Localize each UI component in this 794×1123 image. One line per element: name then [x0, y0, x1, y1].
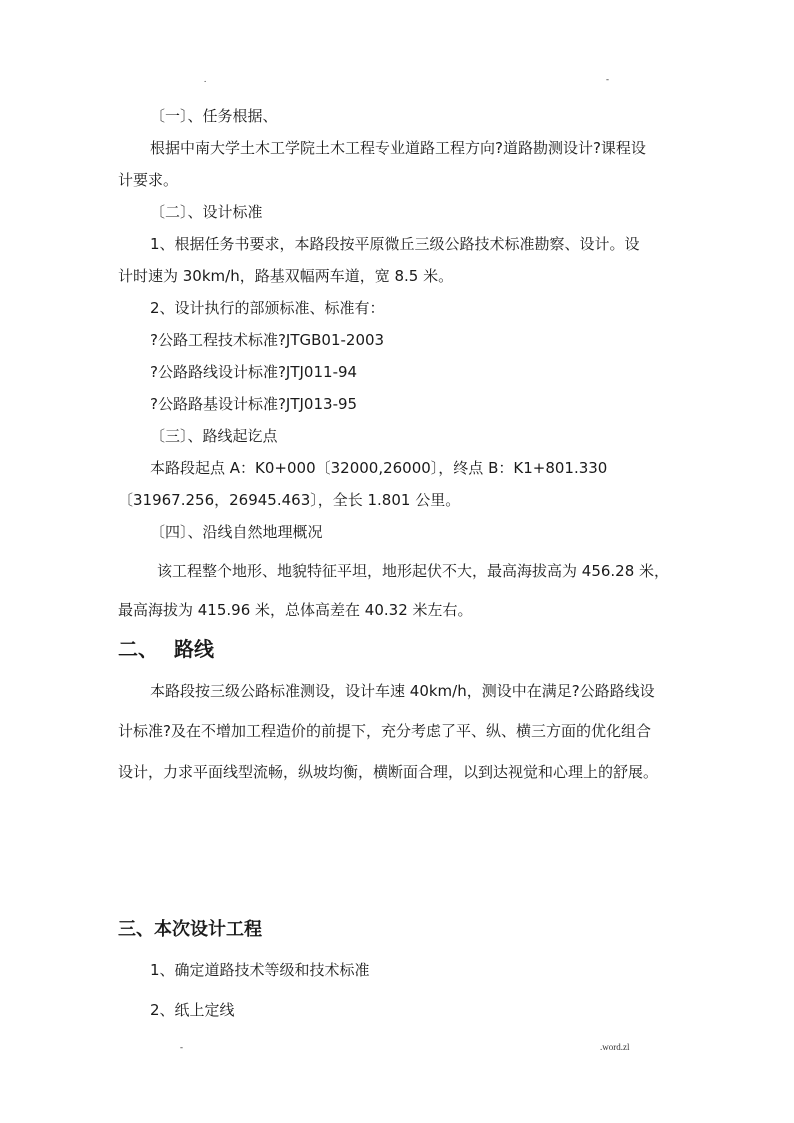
chapter-3-item-1: 1、确定道路技术等级和技术标准 — [150, 961, 370, 979]
footer-right-text: .word.zl — [600, 1042, 630, 1052]
standard-item-1: ?公路工程技术标准?JTGB01-2003 — [150, 331, 385, 349]
section-4-line-1: 该工程整个地形、地貌特征平坦，地形起伏不大，最高海拔高为 456.28 米， — [157, 562, 670, 580]
section-3-line-2: 〔31967.256，26945.463〕，全长 1.801 公里。 — [118, 491, 461, 509]
chapter-2-number: 二、 — [118, 637, 158, 661]
chapter-2-title: 路线 — [174, 637, 214, 661]
chapter-2-line-1: 本路段按三级公路标准测设，设计车速 40km/h，测设中在满足?公路路线设 — [150, 682, 655, 700]
section-1-paragraph-line-2: 计要求。 — [118, 171, 179, 189]
section-2-standards-intro: 2、设计执行的部颁标准、标准有： — [150, 299, 385, 317]
section-3-title: 〔三〕、路线起讫点 — [150, 427, 278, 445]
chapter-2-line-2: 计标准?及在不增加工程造价的前提下，充分考虑了平、纵、横三方面的优化组合 — [118, 722, 651, 740]
section-1-paragraph-line-1: 根据中南大学土木工学院土木工程专业道路工程方向?道路勘测设计?课程设 — [150, 139, 646, 157]
chapter-2-heading — [118, 637, 214, 661]
section-2-paragraph-line-1: 1、根据任务书要求，本路段按平原微丘三级公路技术标准勘察、设计。设 — [150, 235, 640, 253]
chapter-3-item-2: 2、纸上定线 — [150, 1001, 235, 1019]
section-3-line-1: 本路段起点 A：K0+000〔32000,26000〕，终点 B：K1+801.330 — [150, 459, 608, 477]
section-4-line-2: 最高海拔为 415.96 米，总体高差在 40.32 米左右。 — [118, 601, 473, 619]
chapter-3-heading: 三、本次设计工程 — [118, 919, 262, 940]
header-left-mark: . — [204, 74, 207, 84]
header-right-mark: - — [606, 74, 609, 84]
section-2-title: 〔二〕、设计标准 — [150, 203, 263, 221]
section-2-paragraph-line-2: 计时速为 30km/h，路基双幅两车道，宽 8.5 米。 — [118, 267, 454, 285]
chapter-2-line-3: 设计，力求平面线型流畅，纵坡均衡，横断面合理，以到达视觉和心理上的舒展。 — [118, 763, 659, 781]
standard-item-2: ?公路路线设计标准?JTJ011-94 — [150, 363, 358, 381]
section-1-title: 〔一〕、任务根据、 — [150, 107, 278, 125]
standard-item-3: ?公路路基设计标准?JTJ013-95 — [150, 395, 358, 413]
section-4-title: 〔四〕、沿线自然地理概况 — [150, 523, 323, 541]
footer-left-mark: - — [180, 1042, 183, 1052]
